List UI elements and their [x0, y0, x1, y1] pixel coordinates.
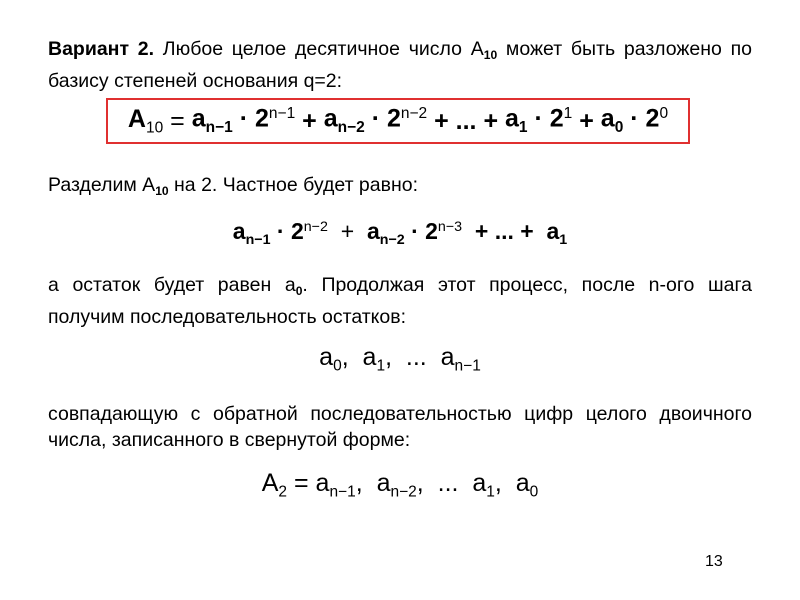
- formula-term: $a_{n-2} \cdot 2^{n-2}$: [323, 104, 428, 137]
- separator: ,: [494, 469, 516, 497]
- paragraph-text: на 2. Частное будет равно:: [168, 174, 419, 196]
- separator: ,: [355, 469, 377, 497]
- remainders-sequence: [0, 345, 800, 374]
- formula-term: $a_1$: [472, 469, 495, 501]
- formula-term: $a_1$: [546, 218, 568, 248]
- formula-term: $a_1 \cdot 2^1$: [505, 104, 573, 137]
- paragraph-binary: [48, 401, 752, 453]
- paragraph-text: Разделим А: [48, 174, 156, 196]
- formula-term: $a_0$: [319, 343, 342, 375]
- separator: ,: [341, 343, 363, 371]
- paragraph-divide: [48, 172, 752, 204]
- equals-sign: =: [163, 106, 192, 135]
- plus-sign: +: [572, 106, 601, 135]
- paragraph-remainder: [48, 272, 752, 330]
- formula-term: $a_{n-2} \cdot 2^{n-3}$: [366, 218, 463, 248]
- formula-term: $a_{n-1}$: [440, 343, 481, 375]
- formula-term: $a_0 \cdot 2^0$: [600, 104, 669, 137]
- formula-term: $a_{n-1} \cdot 2^{n-1}$: [191, 104, 296, 137]
- paragraph-variant-2: [48, 36, 752, 94]
- formula-term: $a_{n-1} \cdot 2^{n-2}$: [232, 218, 328, 248]
- expansion-formula: [106, 98, 690, 144]
- binary-number-formula: [0, 471, 800, 500]
- formula-lhs: $A_{10}$: [127, 104, 164, 136]
- equals-sign: =: [287, 469, 316, 497]
- formula-lhs: $A_2$: [261, 469, 288, 501]
- paragraph-text: совпадающую с обратной последовательностью цифр целого двоичного числа, записанного в свернутой форме:: [48, 403, 752, 451]
- separator: , ...: [416, 469, 473, 497]
- quotient-formula: [0, 220, 800, 247]
- paragraph-text: а остаток будет равен а: [48, 274, 296, 296]
- paragraph-text: может быть разложено по базису степеней основания q=2:: [48, 38, 752, 93]
- formula-term: $a_0$: [515, 469, 539, 501]
- page-number: 13: [705, 553, 723, 570]
- formula-term: $a_1$: [362, 343, 386, 375]
- subscript: 10: [483, 48, 498, 63]
- plus-sign: +: [295, 106, 324, 135]
- ellipsis: + ... +: [468, 218, 541, 244]
- subscript: 10: [155, 184, 169, 199]
- subscript: 0: [295, 284, 303, 299]
- formula-term: $a_{n-2}$: [376, 469, 417, 501]
- plus-sign: +: [334, 218, 361, 244]
- ellipsis: + ... +: [427, 106, 505, 135]
- paragraph-text: . Продолжая этот процесс, после n-ого шага получим последовательность остатков:: [48, 274, 752, 329]
- separator: , ...: [385, 343, 441, 371]
- formula-term: $a_{n-1}$: [315, 469, 356, 501]
- variant-heading: Вариант 2.: [48, 38, 155, 60]
- paragraph-text: Любое целое десятичное число А: [154, 38, 484, 60]
